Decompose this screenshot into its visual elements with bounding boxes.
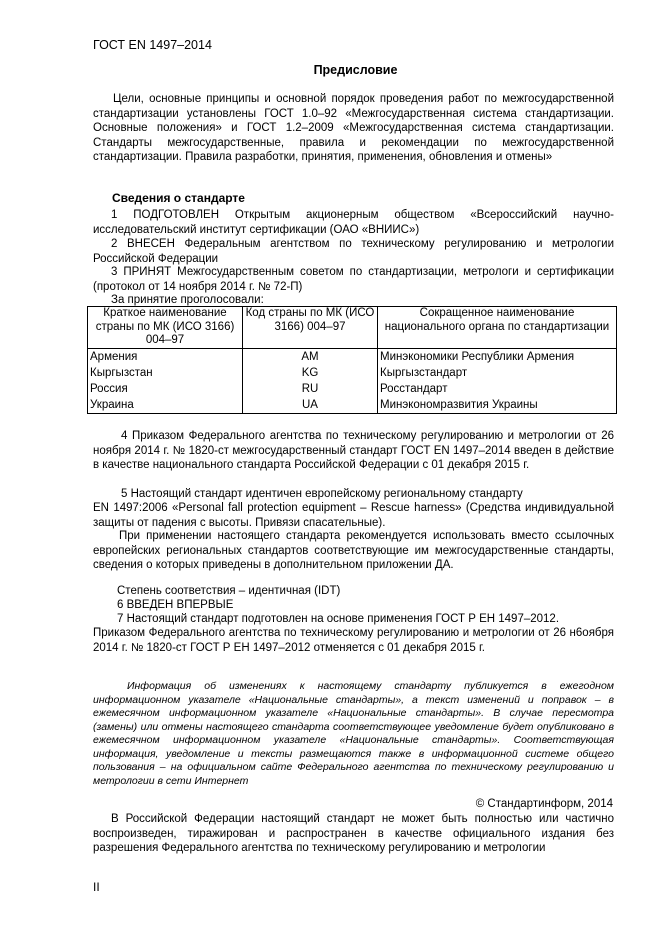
table-header-code: Код страны по МК (ИСО 3166) 004–97 — [243, 307, 378, 349]
document-header: ГОСТ EN 1497–2014 — [93, 38, 212, 52]
table-cell-code: KG — [243, 365, 378, 381]
item-5-text: EN 1497:2006 «Personal fall protection equipment – Rescue harness» (Средства индивидуальной защиты от падения с высоты. Привязи спасательные). — [93, 502, 614, 529]
table-row — [88, 381, 617, 397]
table-row — [88, 365, 617, 381]
item-5-degree: Степень соответствия – идентичная (IDT) — [117, 585, 341, 597]
table-cell-country: Россия — [88, 381, 243, 397]
page-title: Предисловие — [313, 63, 398, 77]
table-cell-body: Минэкономразвития Украины — [378, 397, 617, 414]
item-2: 2 ВНЕСЕН Федеральным агентством по техническому регулированию и метрологии Российской Федерации — [93, 238, 614, 265]
item-7-line1: 7 Настоящий стандарт подготовлен на основе применения ГОСТ Р ЕН 1497–2012. — [117, 613, 560, 625]
info-notice: Информация об изменениях к настоящему стандарту публикуется в ежегодном информационном указателе «Национальные стандарты», а текст изменений и поправок – в ежемесячном информационном указателе «Национальные стандарты». В случае пересмотра (замены) или отмены настоящего стандарта соответствующее уведомление будет опубликовано в ежемесячном информационном указателе «Национальные стандарты». Соответствующая информация, уведомление и тексты размещаются также в информационной системе общего пользования – на официальном сайте Федерального агентства по техническому регулированию и метрологии в сети Интернет — [93, 680, 614, 787]
item-5-line1: 5 Настоящий стандарт идентичен европейскому региональному стандарту — [121, 488, 523, 500]
foreword-intro: Цели, основные принципы и основной порядок проведения работ по межгосударственной стандартизации установлены ГОСТ 1.0–92 «Межгосударственная система стандартизации. Основные положения» и ГОСТ 1.2–2009 «Межгосударственная система стандартизации. Стандарты межгосударственные, правила и рекомендации по межгосударственной стандартизации. Правила разработки, принятия, применения, обновления и отмены» — [93, 93, 614, 163]
page-number: II — [93, 880, 100, 894]
item-7-text: Приказом Федерального агентства по техническому регулированию и метрологии от 26 н6оября 2014 г. № 1820-ст ГОСТ Р ЕН 1497–2012 отменяется с 01 декабря 2015 г. — [93, 627, 614, 654]
item-4: 4 Приказом Федерального агентства по техническому регулированию и метрологии от 26 ноября 2014 г. № 1820-ст межгосударственный стандарт ГОСТ EN 1497–2014 введен в действие в качестве национального стандарта Российской Федерации с 01 декабря 2015 г. — [93, 430, 614, 471]
item-1: 1 ПОДГОТОВЛЕН Открытым акционерным обществом «Всероссийский научно-исследовательский институт сертификации (ОАО «ВНИИС») — [93, 209, 614, 236]
table-cell-code: RU — [243, 381, 378, 397]
item-5-note: При применении настоящего стандарта рекомендуется использовать вместо ссылочных европейских региональных стандартов соответствующие им межгосударственные стандарты, сведения о которых приведены в дополнительном приложении ДА. — [93, 530, 614, 571]
voting-table — [87, 306, 617, 414]
table-cell-body: Кыргызстандарт — [378, 365, 617, 381]
table-cell-code: AM — [243, 348, 378, 365]
vote-label: За принятие проголосовали: — [111, 294, 264, 306]
table-cell-body: Минэкономики Республики Армения — [378, 348, 617, 365]
table-header-country: Краткое наименование страны по МК (ИСО 3166) 004–97 — [88, 307, 243, 349]
reproduction-notice: В Российской Федерации настоящий стандарт не может быть полностью или частично воспроизведен, тиражирован и распространен в качестве официального издания без разрешения Федерального агентства по техническому регулированию и метрологии — [93, 813, 614, 854]
table-row — [88, 348, 617, 365]
table-cell-code: UA — [243, 397, 378, 414]
table-cell-body: Росстандарт — [378, 381, 617, 397]
table-cell-country: Кыргызстан — [88, 365, 243, 381]
table-cell-country: Армения — [88, 348, 243, 365]
table-row — [88, 397, 617, 414]
item-6: 6 ВВЕДЕН ВПЕРВЫЕ — [117, 599, 234, 611]
table-header-body: Сокращенное наименование национального органа по стандартизации — [378, 307, 617, 349]
table-cell-country: Украина — [88, 397, 243, 414]
item-3: 3 ПРИНЯТ Межгосударственным советом по стандартизации, метрологи и сертификации (протокол от 14 ноября 2014 г. № 72-П) — [93, 266, 614, 293]
copyright: © Стандартинформ, 2014 — [475, 798, 613, 810]
section-title: Сведения о стандарте — [112, 191, 245, 205]
table-header-row — [88, 307, 617, 349]
